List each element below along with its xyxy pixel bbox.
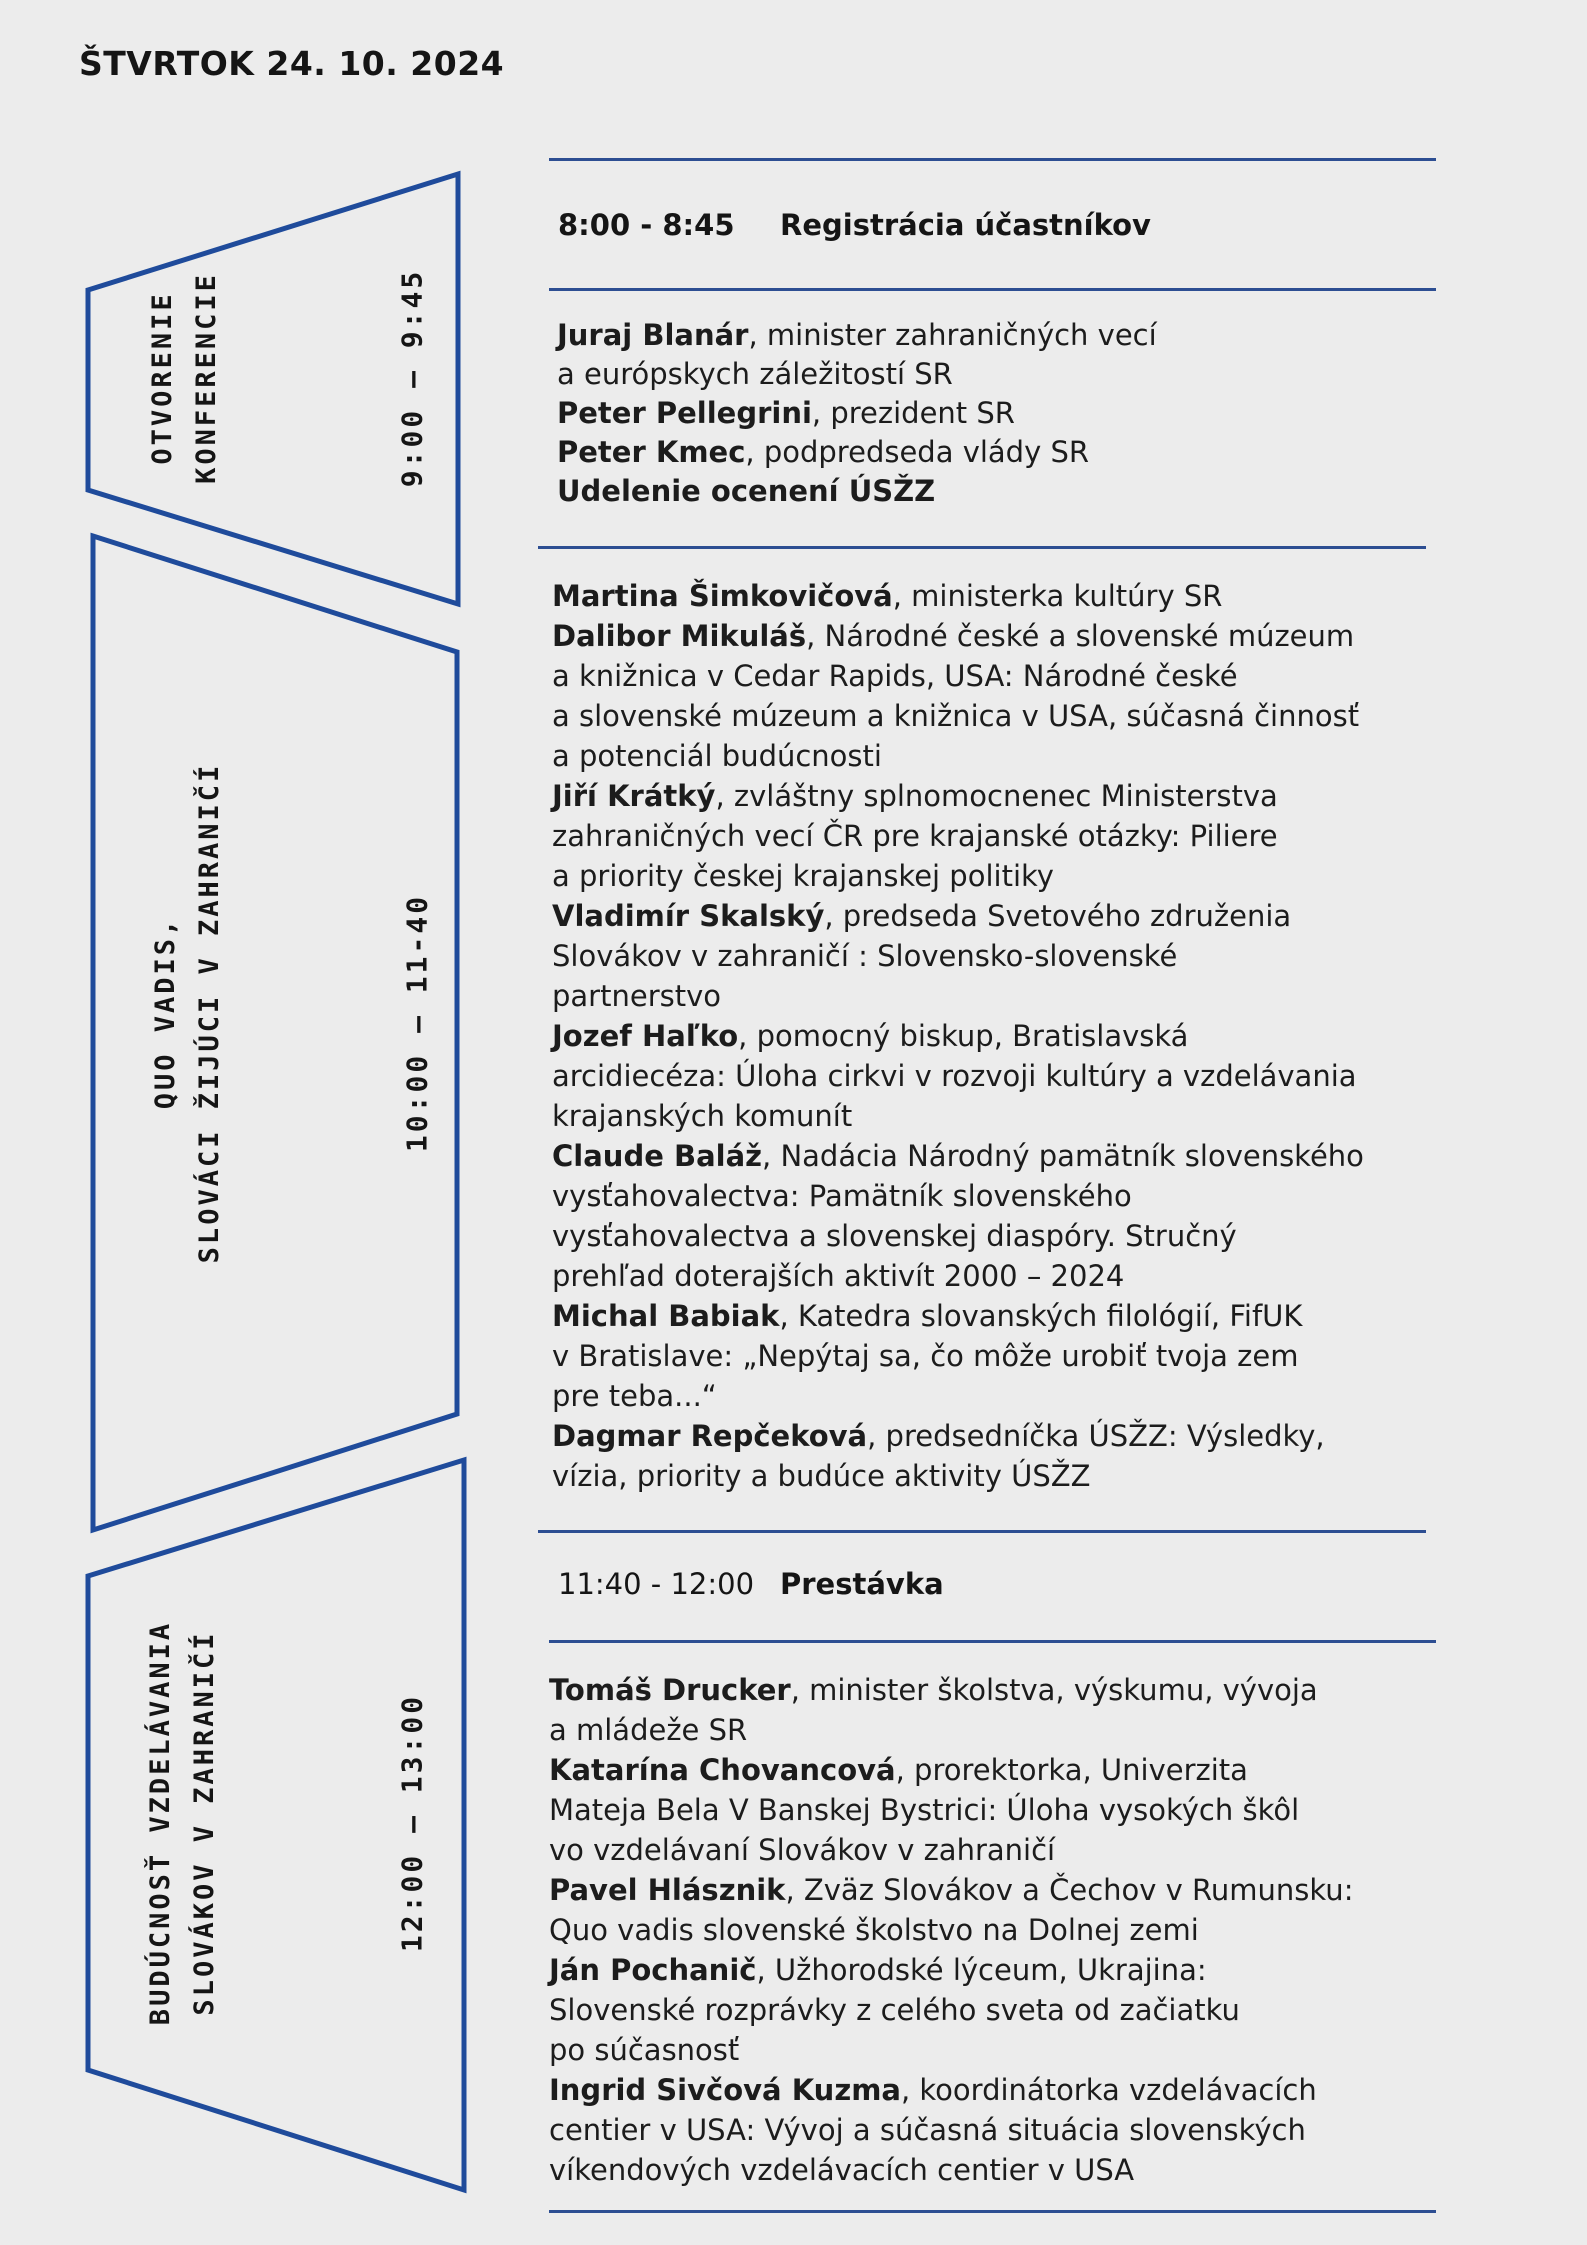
session-time-opening: 9:00 – 9:45 xyxy=(395,268,429,488)
speaker-name: Dagmar Repčeková xyxy=(552,1419,868,1453)
speaker-text: , Zväz Slovákov a Čechov v Rumunsku: xyxy=(785,1873,1354,1907)
speaker-line xyxy=(549,1950,1353,1990)
speaker-text: , Národné české a slovenské múzeum xyxy=(806,619,1355,653)
speaker-text: po súčasnosť xyxy=(549,2033,740,2067)
session-title-line: QUO VADIS, xyxy=(150,916,181,1110)
divider xyxy=(538,1530,1426,1533)
session-title-opening xyxy=(141,272,229,484)
speaker-name: Martina Šimkovičová xyxy=(552,579,893,613)
speaker-text: Quo vadis slovenské školstvo na Dolnej zemi xyxy=(549,1913,1199,1947)
speaker-text: , prorektorka, Univerzita xyxy=(895,1753,1248,1787)
speaker-text: a slovenské múzeum a knižnica v USA, súčasná činnosť xyxy=(552,699,1360,733)
speaker-line xyxy=(552,1096,1364,1136)
speaker-name: Michal Babiak xyxy=(552,1299,780,1333)
session-title-line: KONFERENCIE xyxy=(191,272,222,484)
speaker-text: vízia, priority a budúce aktivity ÚSŽZ xyxy=(552,1459,1091,1493)
speaker-line xyxy=(549,2070,1353,2110)
speaker-line xyxy=(552,1216,1364,1256)
speaker-line xyxy=(552,696,1364,736)
speaker-line xyxy=(549,2150,1353,2190)
speaker-line xyxy=(552,1256,1364,1296)
speaker-line xyxy=(552,1056,1364,1096)
speaker-line xyxy=(552,576,1364,616)
speaker-name: Ján Pochanič xyxy=(549,1953,757,1987)
slot-label: Registrácia účastníkov xyxy=(780,208,1151,242)
divider xyxy=(538,546,1426,549)
speaker-text: vysťahovalectva a slovenskej diaspóry. Stručný xyxy=(552,1219,1237,1253)
session-time-quo-vadis: 10:00 – 11-40 xyxy=(400,893,434,1153)
speaker-text: , ministerka kultúry SR xyxy=(892,579,1223,613)
page-date: ŠTVRTOK 24. 10. 2024 xyxy=(79,44,505,83)
speaker-line xyxy=(549,1870,1353,1910)
speaker-text: , koordinátorka vzdelávacích xyxy=(900,2073,1317,2107)
speaker-text: Mateja Bela V Banskej Bystrici: Úloha vysokých škôl xyxy=(549,1793,1300,1827)
speaker-line xyxy=(552,1416,1364,1456)
divider xyxy=(549,158,1436,161)
speaker-line xyxy=(552,616,1364,656)
speaker-line xyxy=(552,656,1364,696)
speaker-text: a európskych záležitostí SR xyxy=(557,357,953,391)
speaker-line xyxy=(557,433,1157,472)
speaker-name: Tomáš Drucker xyxy=(549,1673,791,1707)
slot-registration xyxy=(558,208,1151,242)
speaker-line xyxy=(552,976,1364,1016)
speaker-line xyxy=(552,936,1364,976)
speaker-line xyxy=(557,472,1157,511)
session-title-line: SLOVÁCI ŽIJÚCI V ZAHRANIČÍ xyxy=(194,762,225,1264)
speaker-line xyxy=(549,1910,1353,1950)
slot-label: Prestávka xyxy=(780,1567,944,1601)
speaker-text: krajanských komunít xyxy=(552,1099,853,1133)
speaker-name: Udelenie ocenení ÚSŽZ xyxy=(557,474,936,508)
speaker-name: Katarína Chovancová xyxy=(549,1753,896,1787)
speaker-name: Claude Baláž xyxy=(552,1139,763,1173)
speaker-text: , Nadácia Národný pamätník slovenského xyxy=(762,1139,1364,1173)
speaker-text: v Bratislave: „Nepýtaj sa, čo môže urobiť tvoja zem xyxy=(552,1339,1299,1373)
speaker-line xyxy=(557,394,1157,433)
speaker-line xyxy=(549,2030,1353,2070)
speaker-text: , Katedra slovanských filológií, FifUK xyxy=(779,1299,1303,1333)
slot-time: 8:00 - 8:45 xyxy=(558,208,735,242)
speaker-line xyxy=(549,1830,1353,1870)
speaker-line xyxy=(549,1790,1353,1830)
session-title-line: SLOVÁKOV V ZAHRANIČÍ xyxy=(189,1630,220,2016)
divider xyxy=(549,288,1436,291)
session-title-line: OTVORENIE xyxy=(147,291,178,465)
speaker-text: , zvláštny splnomocnenec Ministerstva xyxy=(715,779,1278,813)
speaker-line xyxy=(549,1710,1353,1750)
speaker-text: a mládeže SR xyxy=(549,1713,748,1747)
speaker-name: Jiří Krátký xyxy=(552,779,716,813)
speaker-text: partnerstvo xyxy=(552,979,722,1013)
speaker-line xyxy=(552,816,1364,856)
session-time-education: 12:00 – 13:00 xyxy=(395,1693,429,1953)
speaker-line xyxy=(552,1336,1364,1376)
speaker-line xyxy=(552,776,1364,816)
speaker-text: víkendových vzdelávacích centier v USA xyxy=(549,2153,1135,2187)
speaker-name: Ingrid Sivčová Kuzma xyxy=(549,2073,901,2107)
speaker-line xyxy=(552,1376,1364,1416)
speaker-line xyxy=(549,1670,1353,1710)
speaker-text: arcidiecéza: Úloha cirkvi v rozvoji kultúry a vzdelávania xyxy=(552,1059,1357,1093)
speaker-line xyxy=(552,1136,1364,1176)
speaker-line xyxy=(557,355,1157,394)
speaker-line xyxy=(552,1176,1364,1216)
speaker-text: , minister školstva, výskumu, vývoja xyxy=(790,1673,1318,1707)
speaker-name: Peter Pellegrini xyxy=(557,396,812,430)
session-title-quo-vadis xyxy=(144,763,232,1264)
speaker-line xyxy=(552,856,1364,896)
speaker-line xyxy=(552,1456,1364,1496)
speakers-opening xyxy=(557,316,1157,511)
speaker-line xyxy=(549,1990,1353,2030)
speaker-line xyxy=(557,316,1157,355)
speaker-line xyxy=(549,1750,1353,1790)
speaker-name: Pavel Hlásznik xyxy=(549,1873,786,1907)
speaker-name: Dalibor Mikuláš xyxy=(552,619,807,653)
speaker-line xyxy=(552,736,1364,776)
speaker-text: zahraničných vecí ČR pre krajanské otázky: Piliere xyxy=(552,819,1278,853)
divider xyxy=(549,2210,1436,2213)
speaker-text: , pomocný biskup, Bratislavská xyxy=(738,1019,1189,1053)
speaker-text: centier v USA: Vývoj a súčasná situácia slovenských xyxy=(549,2113,1306,2147)
speaker-text: Slovenské rozprávky z celého sveta od začiatku xyxy=(549,1993,1240,2027)
speaker-text: Slovákov v zahraničí : Slovensko-slovenské xyxy=(552,939,1178,973)
divider xyxy=(549,1640,1436,1643)
speaker-name: Vladimír Skalský xyxy=(552,899,825,933)
speaker-name: Juraj Blanár xyxy=(557,318,749,352)
slot-break xyxy=(558,1567,944,1601)
speaker-text: a priority českej krajanskej politiky xyxy=(552,859,1054,893)
speaker-text: a knižnica v Cedar Rapids, USA: Národné české xyxy=(552,659,1238,693)
speaker-line xyxy=(552,1296,1364,1336)
slot-time: 11:40 - 12:00 xyxy=(558,1567,755,1601)
speaker-name: Jozef Haľko xyxy=(552,1019,739,1053)
speakers-quo-vadis xyxy=(552,576,1364,1496)
speaker-text: , predsedníčka ÚSŽZ: Výsledky, xyxy=(867,1419,1325,1453)
speakers-education xyxy=(549,1670,1353,2190)
session-title-line: BUDÚCNOSŤ VZDELÁVANIA xyxy=(145,1620,176,2026)
speaker-line xyxy=(549,2110,1353,2150)
speaker-text: prehľad doterajších aktivít 2000 – 2024 xyxy=(552,1259,1125,1293)
speaker-text: vo vzdelávaní Slovákov v zahraničí xyxy=(549,1833,1056,1867)
speaker-text: , minister zahraničných vecí xyxy=(748,318,1157,352)
speaker-line xyxy=(552,1016,1364,1056)
speaker-text: , predseda Svetového združenia xyxy=(824,899,1292,933)
speaker-text: a potenciál budúcnosti xyxy=(552,739,882,773)
speaker-name: Peter Kmec xyxy=(557,435,746,469)
session-title-education xyxy=(139,1621,227,2025)
speaker-text: , prezident SR xyxy=(811,396,1015,430)
speaker-text: pre teba...“ xyxy=(552,1379,717,1413)
speaker-text: , podpredseda vlády SR xyxy=(745,435,1090,469)
speaker-text: , Užhorodské lýceum, Ukrajina: xyxy=(756,1953,1207,1987)
speaker-line xyxy=(552,896,1364,936)
speaker-text: vysťahovalectva: Pamätník slovenského xyxy=(552,1179,1132,1213)
